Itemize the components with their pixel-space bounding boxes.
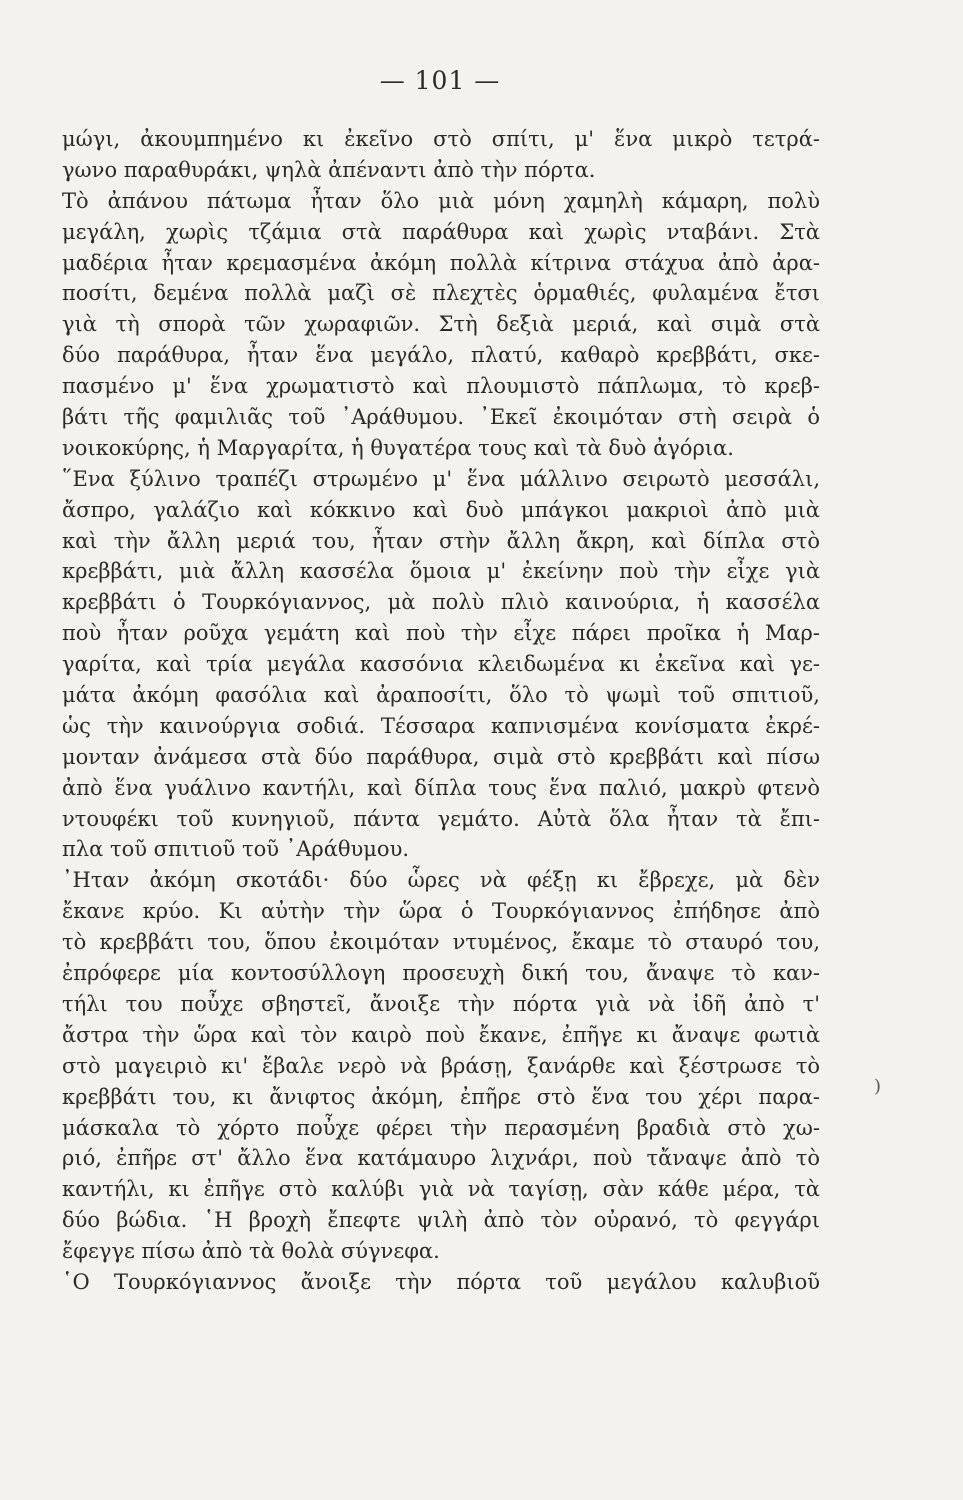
text-line: καντήλι, κι ἐπῆγε στὸ καλύβι γιὰ νὰ ταγίσῃ, σὰν κάθε μέρα, τὰ <box>62 1177 820 1202</box>
text-line: γαρίτα, καὶ τρία μεγάλα κασσόνια κλειδωμένα κι ἐκεῖνα καὶ γε- <box>62 652 820 677</box>
text-line: τήλι του ποὖχε σβηστεῖ, ἄνοιξε τὴν πόρτα γιὰ νὰ ἰδῆ ἀπὸ τ' <box>62 991 820 1016</box>
text-line: μάσκαλα τὸ χόρτο ποὖχε φέρει τὴν περασμένη βραδιὰ στὸ χω- <box>62 1115 820 1140</box>
body-text <box>62 124 820 1298</box>
text-line: ᾽Ηταν ἀκόμη σκοτάδι· δύο ὧρες νὰ φέξῃ κι ἔβρεχε, μὰ δὲν <box>62 868 820 893</box>
text-line: μάτα ἀκόμη φασόλια καὶ ἀραποσίτι, ὅλο τὸ ψωμὶ τοῦ σπιτιοῦ, <box>62 683 820 708</box>
text-line: βάτι τῆς φαμιλιᾶς τοῦ ᾽Αράθυμου. ᾽Εκεῖ ἐκοιμόταν στὴ σειρὰ ὁ <box>62 405 820 430</box>
text-line: ποσίτι, δεμένα πολλὰ μαζὶ σὲ πλεχτὲς ὁρμαθιές, φυλαμένα ἔτσι <box>62 281 820 306</box>
text-line: ῾Ο Τουρκόγιαννος ἄνοιξε τὴν πόρτα τοῦ μεγάλου καλυβιοῦ <box>62 1269 820 1294</box>
text-line: γιὰ τὴ σπορὰ τῶν χωραφιῶν. Στὴ δεξιὰ μεριά, καὶ σιμὰ στὰ <box>62 312 820 337</box>
text-line: γωνο παραθυράκι, ψηλὰ ἀπέναντι ἀπὸ τὴν πόρτα. <box>62 157 596 182</box>
text-line: κρεββάτι του, κι ἄνιφτος ἀκόμη, ἐπῆρε στὸ ἕνα του χέρι παρα- <box>62 1084 820 1109</box>
text-line: νοικοκύρης, ἡ Μαργαρίτα, ἡ θυγατέρα τους καὶ τὰ δυὸ ἀγόρια. <box>62 435 734 460</box>
text-line: δύο παράθυρα, ἦταν ἕνα μεγάλο, πλατύ, καθαρὸ κρεββάτι, σκε- <box>62 343 820 368</box>
text-line: ἐπρόφερε μία κοντοσύλλογη προσευχὴ δική του, ἄναψε τὸ καν- <box>62 961 820 986</box>
text-line: κρεββάτι, μιὰ ἄλλη κασσέλα ὅμοια μ' ἐκείνην ποὺ τὴν εἶχε γιὰ <box>62 559 820 584</box>
page-number: — 101 — <box>379 66 501 95</box>
text-line: πλα τοῦ σπιτιοῦ τοῦ ᾽Αράθυμου. <box>62 837 410 862</box>
margin-mark: ) <box>874 1076 882 1097</box>
text-line: ντουφέκι τοῦ κυνηγιοῦ, πάντα γεμάτο. Αὐτὰ ὅλα ἦταν τὰ ἔπι- <box>62 806 820 831</box>
text-line: μαδέρια ἦταν κρεμασμένα ἀκόμη πολλὰ κίτρινα στάχυα ἀπὸ ἀρα- <box>62 250 820 275</box>
text-line: ἄστρα τὴν ὥρα καὶ τὸν καιρὸ ποὺ ἔκανε, ἐπῆγε κι ἄναψε φωτιὰ <box>62 1022 820 1047</box>
text-line: ἄσπρο, γαλάζιο καὶ κόκκινο καὶ δυὸ μπάγκοι μακριοὶ ἀπὸ μιὰ <box>62 497 820 522</box>
text-line: μεγάλη, χωρὶς τζάμια στὰ παράθυρα καὶ χωρὶς νταβάνι. Στὰ <box>62 219 820 244</box>
text-line: μώγι, ἀκουμπημένο κι ἐκεῖνο στὸ σπίτι, μ' ἕνα μικρὸ τετρά- <box>62 127 820 151</box>
text-line: κρεββάτι ὁ Τουρκόγιαννος, μὰ πολὺ πλιὸ καινούρια, ἡ κασσέλα <box>62 590 820 615</box>
text-line: ὡς τὴν καινούργια σοδιά. Τέσσαρα καπνισμένα κονίσματα ἐκρέ- <box>62 713 820 738</box>
text-line: ποὺ ἦταν ροῦχα γεμάτη καὶ ποὺ τὴν εἶχε πάρει προῖκα ἡ Μαρ- <box>62 621 820 646</box>
text-line: ριό, ἐπῆρε στ' ἄλλο ἕνα κατάμαυρο λιχνάρι, ποὺ τἄναψε ἀπὸ τὸ <box>62 1146 820 1171</box>
text-line: ῞Ενα ξύλινο τραπέζι στρωμένο μ' ἕνα μάλλινο σειρωτὸ μεσσάλι, <box>62 466 820 491</box>
text-line: τὸ κρεββάτι του, ὅπου ἐκοιμόταν ντυμένος, ἔκαμε τὸ σταυρό του, <box>62 930 820 955</box>
text-line: ἀπὸ ἕνα γυάλινο καντήλι, καὶ δίπλα τους ἕνα παλιό, μακρὺ φτενὸ <box>62 775 820 800</box>
text-line: δύο βώδια. ῾Η βροχὴ ἔπεφτε ψιλὴ ἀπὸ τὸν οὐρανό, τὸ φεγγάρι <box>62 1208 820 1233</box>
text-line: Τὸ ἀπάνου πάτωμα ἦταν ὅλο μιὰ μόνη χαμηλὴ κάμαρη, πολὺ <box>62 188 820 213</box>
text-line: μονταν ἀνάμεσα στὰ δύο παράθυρα, σιμὰ στὸ κρεββάτι καὶ πίσω <box>62 744 820 769</box>
text-line: πασμένο μ' ἕνα χρωματιστὸ καὶ πλουμιστὸ πάπλωμα, τὸ κρεβ- <box>62 374 820 399</box>
text-line: καὶ τὴν ἄλλη μεριά του, ἦταν στὴν ἄλλη ἄκρη, καὶ δίπλα στὸ <box>62 528 820 553</box>
text-line: ἔκανε κρύο. Κι αὐτὴν τὴν ὥρα ὁ Τουρκόγιαννος ἐπήδησε ἀπὸ <box>62 899 820 924</box>
text-line: στὸ μαγειριὸ κι' ἔβαλε νερὸ νὰ βράσῃ, ξανάρθε καὶ ξέστρωσε τὸ <box>62 1053 820 1078</box>
text-line: ἔφεγγε πίσω ἀπὸ τὰ θολὰ σύγνεφα. <box>62 1239 440 1264</box>
